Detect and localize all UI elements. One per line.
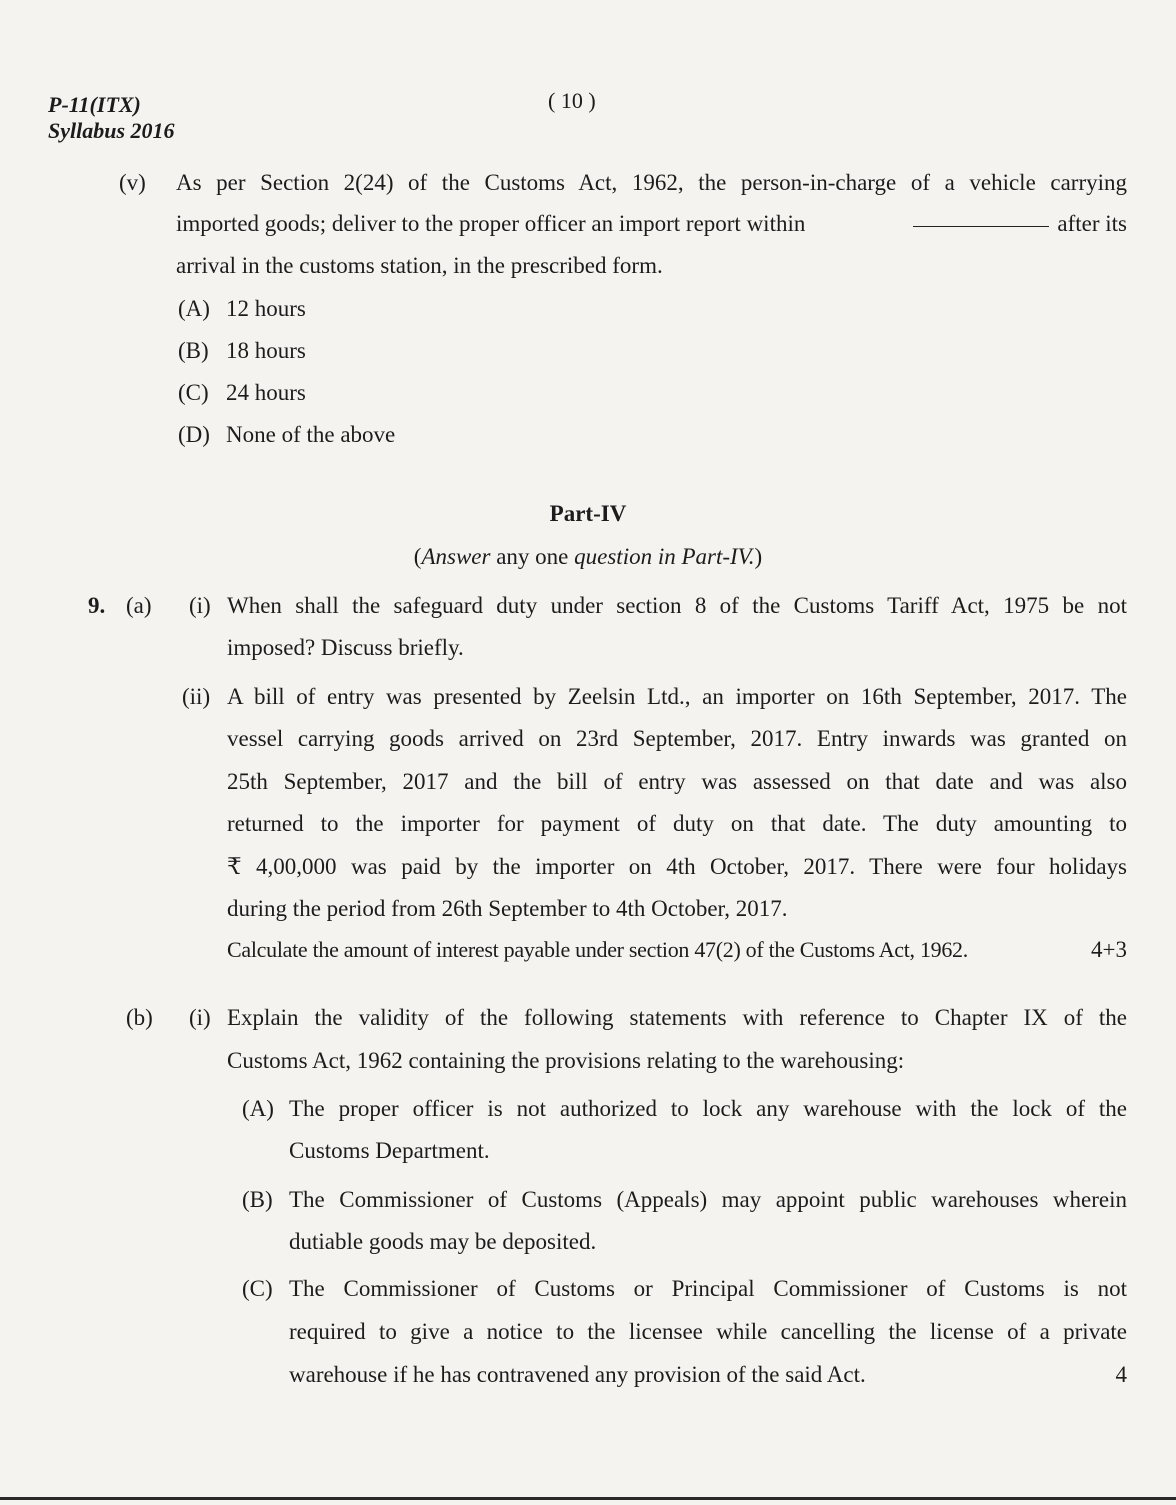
part-label: (ii): [182, 684, 211, 709]
question-text-line: Explain the validity of the following statements with reference to Chapter IX of the: [227, 1005, 1127, 1030]
question-number: (v): [119, 170, 146, 195]
option-text: None of the above: [226, 422, 396, 447]
question-text-line: during the period from 26th September to 4th October, 2017.: [227, 896, 788, 921]
statement-text-line: The proper officer is not authorized to lock any warehouse with the lock of the: [289, 1096, 1127, 1121]
marks: 4: [1115, 1362, 1127, 1387]
statement-text-line: The Commissioner of Customs or Principal Commissioner of Customs is not: [289, 1276, 1127, 1301]
page-number: ( 10 ): [548, 88, 596, 113]
instr-paren-open: (: [413, 544, 422, 569]
question-text-line: returned to the importer for payment of duty on that date. The duty amounting to: [227, 811, 1127, 836]
part-title: Part-IV: [549, 501, 627, 526]
question-text-line: arrival in the customs station, in the prescribed form.: [176, 253, 663, 278]
statement-label: (C): [242, 1276, 273, 1301]
statement-label: (A): [242, 1096, 274, 1121]
statement-label: (B): [242, 1187, 273, 1212]
question-text-line: When shall the safeguard duty under section 8 of the Customs Tariff Act, 1975 be not: [227, 593, 1127, 618]
statement-text-line: Customs Department.: [289, 1138, 490, 1163]
question-number: 9.: [88, 593, 106, 618]
part-label: (i): [189, 1005, 211, 1030]
statement-text-line: dutiable goods may be deposited.: [289, 1229, 597, 1254]
marks: 4+3: [1091, 937, 1127, 962]
instr-mid: any one: [490, 544, 575, 569]
answer-blank: [913, 226, 1049, 227]
option-label: (C): [178, 380, 209, 405]
statement-text-line: The Commissioner of Customs (Appeals) may appoint public warehouses wherein: [289, 1187, 1127, 1212]
syllabus-label: Syllabus 2016: [48, 118, 175, 143]
question-text-line: As per Section 2(24) of the Customs Act, 1962, the person-in-charge of a vehicle carrying: [176, 170, 1127, 195]
option-text: 24 hours: [226, 380, 306, 405]
question-text-line: imposed? Discuss briefly.: [227, 635, 464, 660]
question-text-line: ₹ 4,00,000 was paid by the importer on 4th October, 2017. There were four holidays: [227, 854, 1127, 879]
option-text: 18 hours: [226, 338, 306, 363]
question-text-line: A bill of entry was presented by Zeelsin Ltd., an importer on 16th September, 2017. The: [227, 684, 1127, 709]
calc-instruction: Calculate the amount of interest payable under section 47(2) of the Customs Act, 1962.: [227, 937, 968, 962]
option-label: (D): [178, 422, 210, 447]
option-label: (B): [178, 338, 209, 363]
statement-text-line: warehouse if he has contravened any provision of the said Act.: [289, 1362, 866, 1387]
instr-paren-close: ): [754, 544, 763, 569]
statement-text-line: required to give a notice to the licensee while cancelling the license of a private: [289, 1319, 1127, 1344]
question-text: after its: [1057, 211, 1127, 236]
part-instruction: [0, 544, 1176, 570]
option-text: 12 hours: [226, 296, 306, 321]
part-label: (i): [189, 593, 211, 618]
subquestion-label: (b): [126, 1005, 153, 1030]
instr-question: question in Part-IV.: [574, 544, 755, 569]
question-text-line: Customs Act, 1962 containing the provisions relating to the warehousing:: [227, 1048, 905, 1073]
instr-answer: Answer: [421, 544, 491, 569]
question-text-line: vessel carrying goods arrived on 23rd September, 2017. Entry inwards was granted on: [227, 726, 1127, 751]
option-label: (A): [178, 296, 210, 321]
question-text-line: 25th September, 2017 and the bill of entry was assessed on that date and was also: [227, 769, 1127, 794]
question-text-line: [176, 203, 1127, 245]
subquestion-label: (a): [126, 593, 152, 618]
paper-code: P-11(ITX): [48, 92, 141, 117]
question-text-tail: [913, 203, 1127, 245]
page-bottom-edge: [0, 1497, 1176, 1500]
question-text: imported goods; deliver to the proper officer an import report within: [176, 211, 806, 236]
